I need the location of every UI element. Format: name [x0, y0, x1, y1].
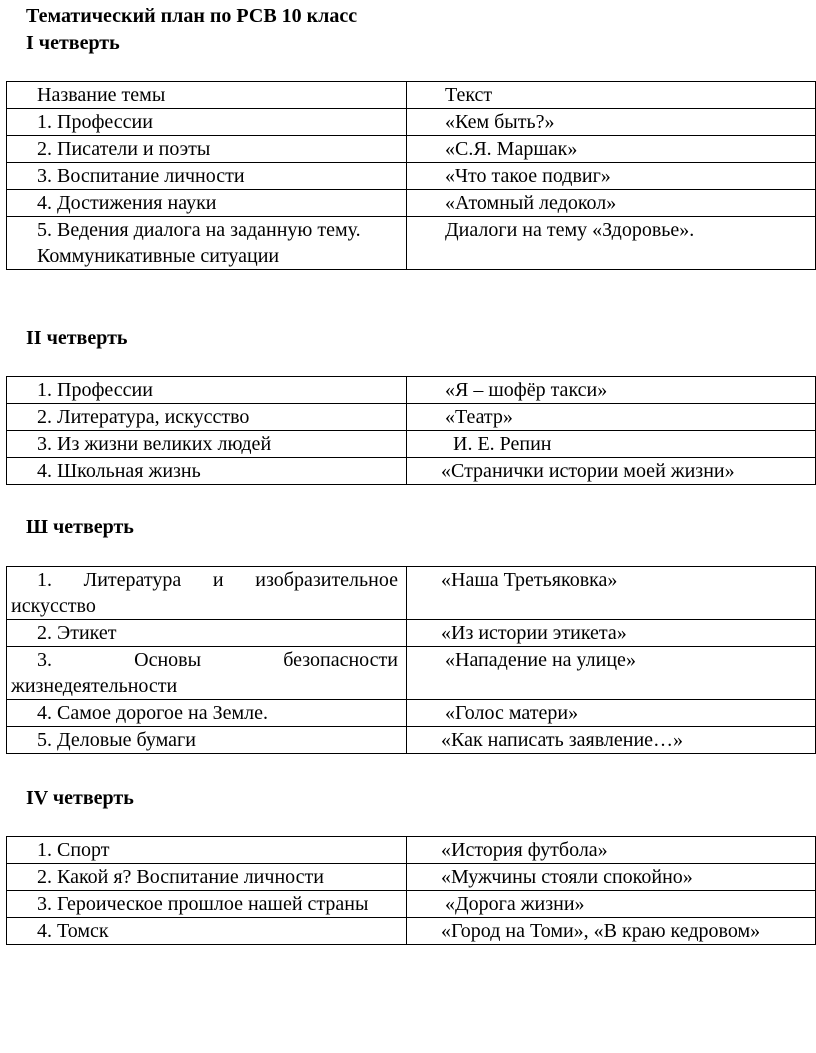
- topic-line: 5. Ведения диалога на заданную тему.: [37, 219, 361, 241]
- table-row: [7, 431, 816, 458]
- table-row: [7, 567, 816, 620]
- table-row: [7, 837, 816, 864]
- topic-cell: 3. Из жизни великих людей: [7, 431, 407, 458]
- header-topic: Название темы: [7, 82, 407, 109]
- text-cell: «Мужчины стояли спокойно»: [407, 864, 816, 891]
- table-row: [7, 700, 816, 727]
- text-cell: «Дорога жизни»: [407, 891, 816, 918]
- text-cell: «Наша Третьяковка»: [407, 567, 816, 620]
- text-cell: «Атомный ледокол»: [407, 190, 816, 217]
- topic-cell: 4. Школьная жизнь: [7, 458, 407, 485]
- table-row: [7, 136, 816, 163]
- text-cell: И. Е. Репин: [407, 431, 816, 458]
- quarter-3-heading: Ш четверть: [26, 516, 134, 538]
- quarter-2-table: [6, 376, 816, 485]
- topic-cell: 3. Основы безопасности жизнедеятельности: [7, 647, 407, 700]
- table-row: [7, 864, 816, 891]
- topic-cell: 1. Литература и изобразительное искусство: [7, 567, 407, 620]
- topic-cell: 2. Писатели и поэты: [7, 136, 407, 163]
- table-row: [7, 891, 816, 918]
- table-row: [7, 620, 816, 647]
- text-cell: «Из истории этикета»: [407, 620, 816, 647]
- text-cell: «Что такое подвиг»: [407, 163, 816, 190]
- topic-cell: 3. Воспитание личности: [7, 163, 407, 190]
- topic-cell: 4. Достижения науки: [7, 190, 407, 217]
- table-row: [7, 163, 816, 190]
- topic-cell: 4. Томск: [7, 918, 407, 945]
- topic-line: Коммуникативные ситуации: [37, 245, 280, 267]
- topic-cell: 5. Деловые бумаги: [7, 727, 407, 754]
- page-title: Тематический план по РСВ 10 класс: [26, 5, 358, 27]
- topic-cell: 1. Спорт: [7, 837, 407, 864]
- topic-cell: 2. Какой я? Воспитание личности: [7, 864, 407, 891]
- text-cell: Диалоги на тему «Здоровье».: [407, 217, 816, 270]
- table-row: [7, 377, 816, 404]
- topic-cell: 1. Профессии: [7, 109, 407, 136]
- text-cell: «История футбола»: [407, 837, 816, 864]
- table-row: [7, 727, 816, 754]
- text-cell: «Странички истории моей жизни»: [407, 458, 816, 485]
- quarter-4-heading: IV четверть: [26, 787, 134, 809]
- topic-cell: 1. Профессии: [7, 377, 407, 404]
- table-header-row: [7, 82, 816, 109]
- text-cell: «Театр»: [407, 404, 816, 431]
- table-row: [7, 458, 816, 485]
- text-cell: «Как написать заявление…»: [407, 727, 816, 754]
- quarter-3-table: [6, 566, 816, 754]
- text-cell: «Кем быть?»: [407, 109, 816, 136]
- topic-cell: [7, 217, 407, 270]
- text-cell: «Нападение на улице»: [407, 647, 816, 700]
- topic-cell: 2. Этикет: [7, 620, 407, 647]
- topic-cell: 2. Литература, искусство: [7, 404, 407, 431]
- text-cell: «С.Я. Маршак»: [407, 136, 816, 163]
- quarter-1-table: [6, 81, 816, 270]
- quarter-1-heading: I четверть: [26, 32, 120, 54]
- table-row: [7, 404, 816, 431]
- text-cell: «Я – шофёр такси»: [407, 377, 816, 404]
- quarter-2-heading: II четверть: [26, 327, 128, 349]
- table-row: [7, 647, 816, 700]
- text-cell: «Город на Томи», «В краю кедровом»: [407, 918, 816, 945]
- table-row: [7, 190, 816, 217]
- header-text: Текст: [407, 82, 816, 109]
- topic-cell: 4. Самое дорогое на Земле.: [7, 700, 407, 727]
- table-row: [7, 109, 816, 136]
- topic-cell: 3. Героическое прошлое нашей страны: [7, 891, 407, 918]
- table-row: [7, 918, 816, 945]
- quarter-4-table: [6, 836, 816, 945]
- table-row: [7, 217, 816, 270]
- text-cell: «Голос матери»: [407, 700, 816, 727]
